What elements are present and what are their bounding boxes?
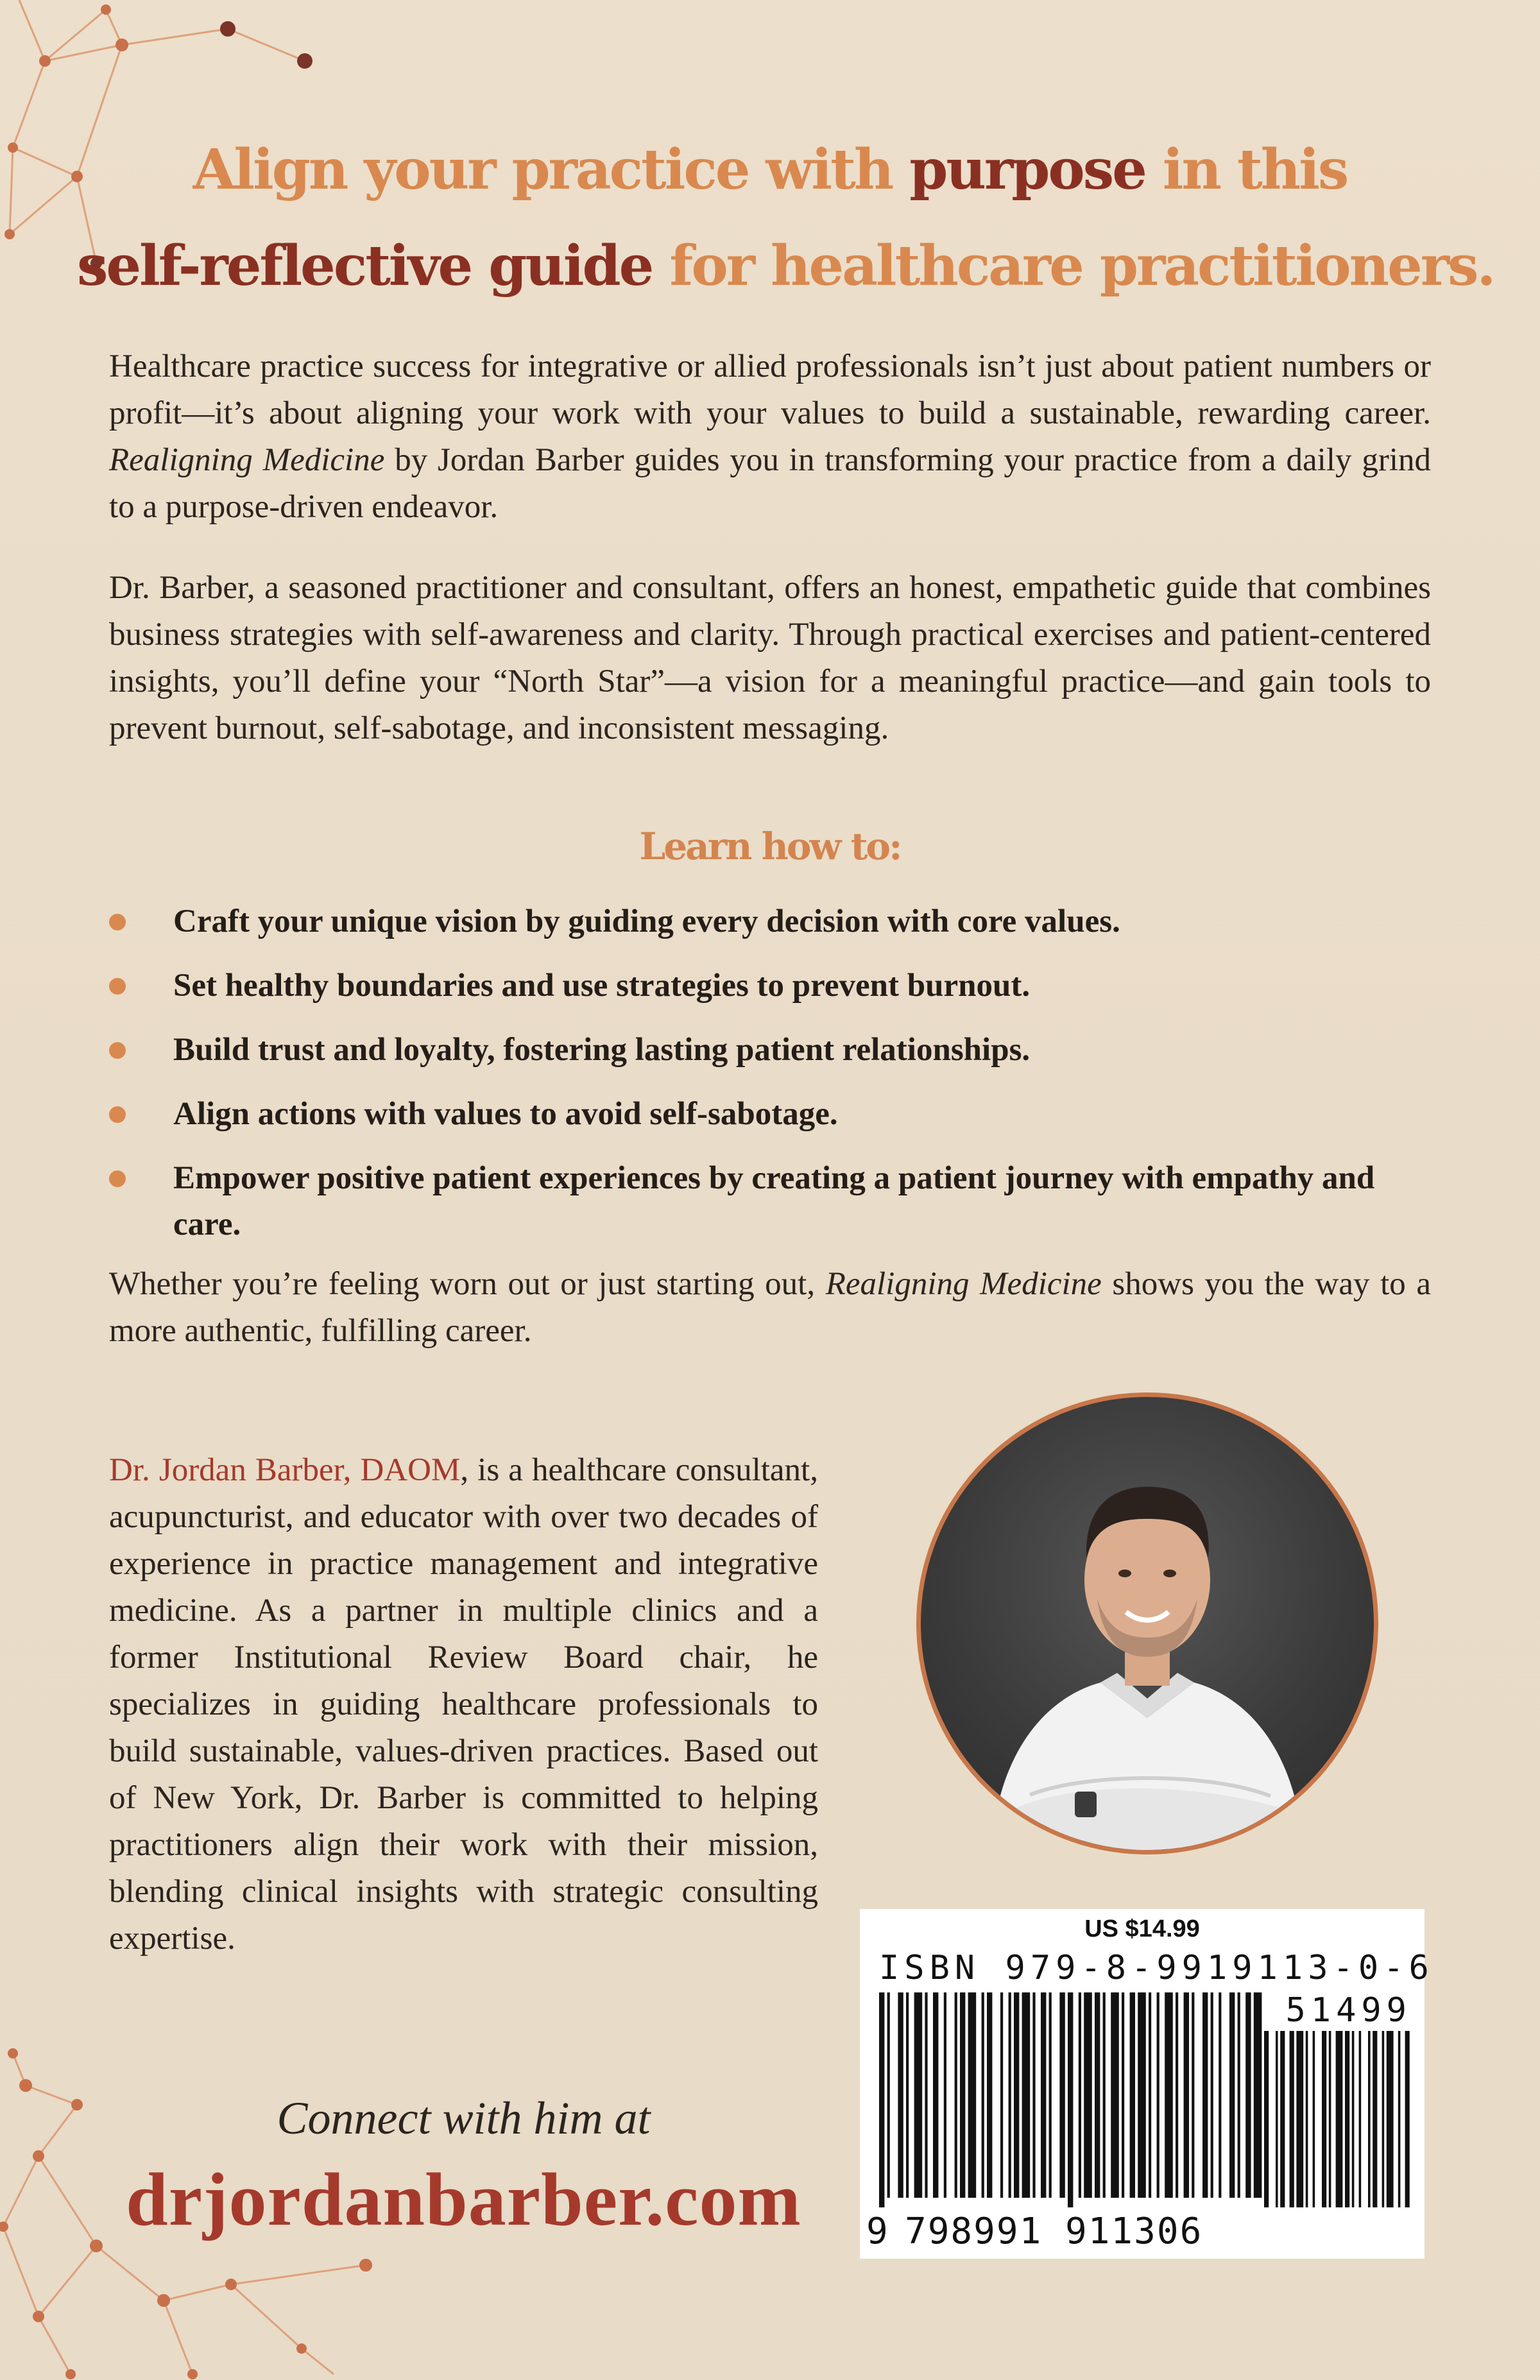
ean-first-digit: 9 — [866, 2211, 888, 2252]
intro-text: Healthcare practice success for integrative or allied professionals isn’t just about patient numbers or profit—it’s about aligning your work with your values to build a sustainable, rewarding career. — [109, 348, 1431, 431]
list-item-text: Craft your unique vision by guiding every decision with core values. — [173, 903, 1120, 939]
closing-text: shows you the way to a more authentic, fulfilling career. — [109, 1266, 1431, 1349]
author-portrait — [916, 1392, 1378, 1854]
bullet-dot-icon — [109, 1106, 126, 1123]
barcode-bar — [1068, 1992, 1073, 2207]
headline-text: in this — [1145, 137, 1348, 202]
barcode-bar — [898, 1992, 903, 2198]
addon-bar — [1280, 2031, 1285, 2207]
barcode-bar — [1009, 1992, 1011, 2198]
barcode-bar — [1211, 1992, 1213, 2198]
bullet-dot-icon — [109, 1042, 126, 1059]
addon-bar — [1276, 2031, 1278, 2207]
book-title-italic: Realigning Medicine — [109, 442, 385, 478]
isbn-text: ISBN 979-8-9919113-0-6 — [879, 1949, 1434, 1987]
barcode-bar — [1165, 1992, 1173, 2198]
bullet-dot-icon — [109, 1170, 126, 1187]
addon-bar — [1405, 2031, 1410, 2207]
list-item-text: Build trust and loyalty, fostering lasting patient relationships. — [173, 1032, 1031, 1068]
connect-label: Connect with him at — [277, 2093, 651, 2144]
barcode-bars — [879, 1992, 1412, 2211]
barcode-bar — [1000, 1992, 1003, 2198]
barcode-bar — [1192, 1992, 1194, 2198]
headline — [77, 122, 1494, 314]
addon-bar — [1322, 2031, 1326, 2207]
barcode-bar — [1084, 1992, 1092, 2198]
barcode-bar — [1103, 1992, 1106, 2198]
headline-accent-guide: self-reflective guide — [77, 234, 653, 298]
addon-bar — [1290, 2031, 1294, 2207]
addon-bar — [1336, 2031, 1343, 2207]
barcode-bar — [1245, 1992, 1251, 2198]
barcode-bar — [1049, 1992, 1052, 2198]
addon-bar — [1329, 2031, 1331, 2207]
barcode-bar — [1059, 1992, 1065, 2198]
addon-bar — [1398, 2031, 1401, 2207]
addon-bar — [1296, 2031, 1303, 2207]
barcode-bar — [1157, 1992, 1159, 2198]
author-bio — [109, 1447, 818, 1962]
barcode-bar — [1149, 1992, 1151, 2198]
addon-bar — [1264, 2031, 1269, 2207]
barcode-bar — [879, 1992, 884, 2207]
barcode-bar — [1022, 1992, 1031, 2198]
barcode-bar — [914, 1992, 923, 2198]
barcode-bar — [1229, 1992, 1235, 2198]
barcode-bar — [1184, 1992, 1189, 2198]
closing-paragraph — [109, 1261, 1431, 1355]
barcode-bar — [887, 1992, 890, 2198]
learn-list — [173, 898, 1431, 1265]
headline-line-2 — [77, 218, 1494, 314]
addon-bar — [1345, 2031, 1349, 2207]
barcode-bar — [955, 1992, 957, 2198]
addon-bar — [1382, 2031, 1385, 2207]
barcode-bar — [1219, 1992, 1221, 2198]
ean-remaining-digits: 798991 911306 — [905, 2211, 1203, 2252]
headline-text: Align your practice with — [193, 137, 910, 202]
list-item-text: Align actions with values to avoid self-sabotage. — [173, 1096, 838, 1132]
addon-bar — [1313, 2031, 1315, 2207]
headline-accent-purpose: purpose — [909, 137, 1145, 202]
barcode-bar — [1122, 1992, 1124, 2198]
barcode-bar — [1079, 1992, 1081, 2198]
barcode-bar — [1202, 1992, 1208, 2198]
barcode-bar — [1238, 1992, 1240, 2198]
barcode-bar — [1014, 1992, 1019, 2198]
headline-text: for healthcare practitioners. — [652, 234, 1494, 298]
list-item — [173, 1091, 1431, 1137]
author-name: Dr. Jordan Barber, DAOM — [109, 1452, 461, 1488]
barcode-bar — [925, 1992, 927, 2198]
author-photo-illustration — [921, 1397, 1374, 1850]
headline-line-1 — [77, 122, 1463, 218]
book-title-italic: Realigning Medicine — [825, 1266, 1102, 1302]
price-addon-digits: 51499 — [1285, 1991, 1412, 2030]
addon-bar — [1359, 2031, 1362, 2207]
list-item — [173, 963, 1431, 1009]
barcode-bar — [944, 1992, 946, 2198]
addon-bar — [1306, 2031, 1308, 2207]
addon-bar — [1368, 2031, 1371, 2207]
list-item — [173, 898, 1431, 945]
author-bio-text: , is a healthcare consultant, acupuncturist, and educator with over two decades of experience in practice management and integrative medicine. As a partner in multiple clinics and a former Institutional Review Board chair, he specializes in guiding healthcare professionals to build sustainable, values-driven practices. Based out of New York, Dr. Barber is committed to helping practitioners align their work with their mission, blending clinical insights with strategic consulting expertise. — [109, 1452, 818, 1956]
addon-bar — [1352, 2031, 1355, 2207]
barcode-bar — [960, 1992, 965, 2198]
list-item-text: Empower positive patient experiences by creating a patient journey with empathy and care. — [173, 1160, 1375, 1242]
barcode-bar — [987, 1992, 992, 2198]
barcode-bar — [982, 1992, 984, 2198]
barcode-bar — [1138, 1992, 1146, 2198]
learn-how-to-heading: Learn how to: — [639, 825, 901, 868]
list-item — [173, 1027, 1431, 1073]
barcode-bar — [968, 1992, 977, 2198]
barcode-bar — [1041, 1992, 1046, 2198]
barcode-bar — [933, 1992, 938, 2198]
intro-paragraph-2: Dr. Barber, a seasoned practitioner and consultant, offers an honest, empathetic guide that combines business strategies with self-awareness and clarity. Through practical exercises and patient-centered insights, you’ll define your “North Star”—a vision for a meaningful practice—and gain tools to prevent burnout, self-sabotage, and inconsistent messaging. — [109, 570, 1431, 746]
barcode-bar — [1095, 1992, 1100, 2198]
list-item-text: Set healthy boundaries and use strategies to prevent burnout. — [173, 968, 1031, 1004]
isbn-barcode — [860, 1909, 1434, 2259]
intro-paragraph-1 — [109, 343, 1431, 531]
barcode-bar — [1111, 1992, 1119, 2198]
barcode-bar — [1032, 1992, 1035, 2198]
closing-text: Whether you’re feeling worn out or just starting out, — [109, 1266, 826, 1302]
barcode-bar — [1176, 1992, 1178, 2198]
list-item — [173, 1155, 1431, 1247]
bullet-dot-icon — [109, 978, 126, 995]
barcode-bar — [1130, 1992, 1135, 2198]
addon-bar — [1387, 2031, 1394, 2207]
addon-bar — [1373, 2031, 1377, 2207]
author-website-link[interactable]: drjordanbarber.com — [126, 2157, 801, 2241]
price-label: US $14.99 — [1084, 1915, 1200, 1942]
intro-text: by Jordan Barber guides you in transforming your practice from a daily grind to a purpose-driven endeavor. — [109, 442, 1431, 525]
barcode-bar — [1254, 1992, 1262, 2198]
bullet-dot-icon — [109, 914, 126, 930]
barcode-bar — [906, 1992, 909, 2198]
